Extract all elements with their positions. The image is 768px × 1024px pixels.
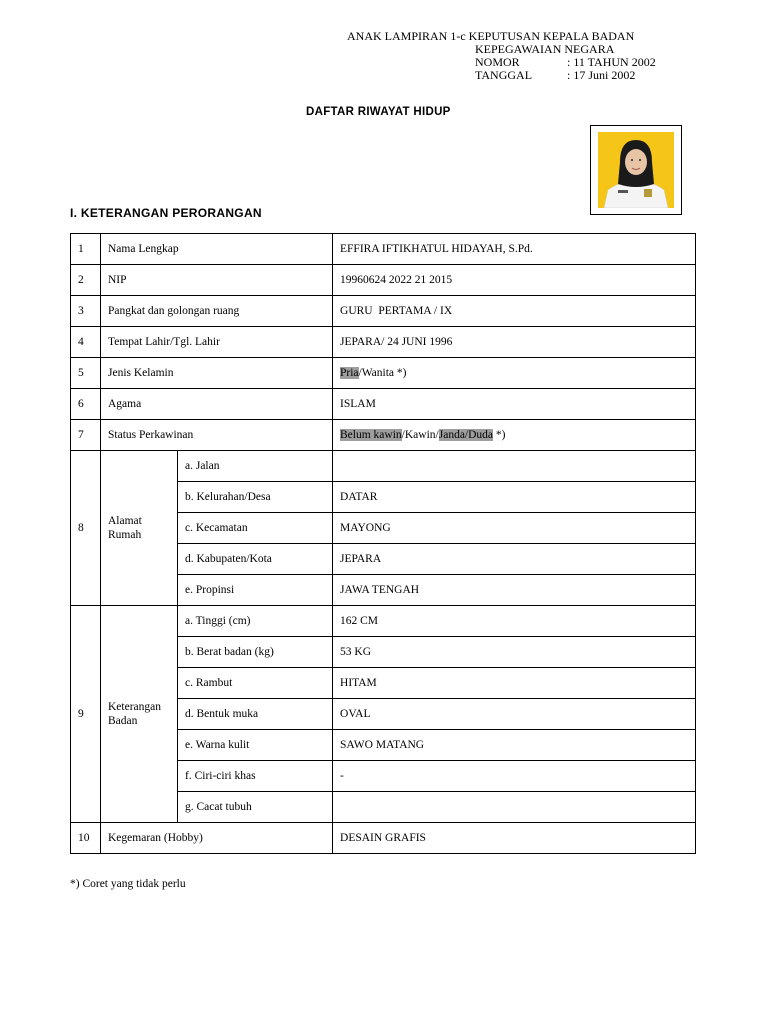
sub-label: d. Kabupaten/Kota xyxy=(178,544,333,575)
row-value xyxy=(333,420,696,451)
gender-option-struck: Pria xyxy=(340,367,359,379)
row-number: 2 xyxy=(71,265,101,296)
sub-label: e. Propinsi xyxy=(178,575,333,606)
row-number: 1 xyxy=(71,234,101,265)
header-nomor-value: : 11 TAHUN 2002 xyxy=(567,55,656,69)
marital-option-note: *) xyxy=(493,429,506,441)
header-tanggal-value: : 17 Juni 2002 xyxy=(567,68,636,82)
footnote: *) Coret yang tidak perlu xyxy=(70,878,186,890)
sub-value xyxy=(333,451,696,482)
badan-label xyxy=(101,606,178,823)
row-value: ISLAM xyxy=(333,389,696,420)
table-row xyxy=(71,823,696,854)
sub-label: b. Berat badan (kg) xyxy=(178,637,333,668)
row-number: 6 xyxy=(71,389,101,420)
marital-option-struck-2: Janda/Duda xyxy=(438,429,494,441)
table-row xyxy=(71,606,696,637)
sub-label: d. Bentuk muka xyxy=(178,699,333,730)
header-nomor-label: NOMOR xyxy=(475,55,520,69)
row-label: Kegemaran (Hobby) xyxy=(101,823,333,854)
row-label: Jenis Kelamin xyxy=(101,358,333,389)
marital-option-kawin: /Kawin/ xyxy=(401,429,439,441)
alamat-label-line1: Alamat xyxy=(108,515,142,527)
row-number: 3 xyxy=(71,296,101,327)
sub-value: MAYONG xyxy=(333,513,696,544)
photo-frame xyxy=(590,125,682,215)
row-label: Pangkat dan golongan ruang xyxy=(101,296,333,327)
sub-label: b. Kelurahan/Desa xyxy=(178,482,333,513)
sub-value: 53 KG xyxy=(333,637,696,668)
sub-value: 162 CM xyxy=(333,606,696,637)
table-row xyxy=(71,296,696,327)
sub-value: - xyxy=(333,761,696,792)
sub-label: f. Ciri-ciri khas xyxy=(178,761,333,792)
sub-label: a. Jalan xyxy=(178,451,333,482)
sub-label: c. Rambut xyxy=(178,668,333,699)
sub-value: HITAM xyxy=(333,668,696,699)
document-title: DAFTAR RIWAYAT HIDUP xyxy=(306,106,451,118)
sub-label: g. Cacat tubuh xyxy=(178,792,333,823)
row-value: GURU PERTAMA / IX xyxy=(333,296,696,327)
alamat-label-line2: Rumah xyxy=(108,529,142,541)
sub-value: DATAR xyxy=(333,482,696,513)
table-row xyxy=(71,451,696,482)
sub-label: c. Kecamatan xyxy=(178,513,333,544)
sub-value xyxy=(333,792,696,823)
header-line-1: ANAK LAMPIRAN 1-c KEPUTUSAN KEPALA BADAN xyxy=(347,29,635,43)
profile-photo xyxy=(598,132,674,208)
row-value: DESAIN GRAFIS xyxy=(333,823,696,854)
row-value xyxy=(333,358,696,389)
row-label: Tempat Lahir/Tgl. Lahir xyxy=(101,327,333,358)
row-number: 8 xyxy=(71,451,101,606)
row-value: JEPARA/ 24 JUNI 1996 xyxy=(333,327,696,358)
biodata-table xyxy=(70,233,696,854)
row-label: Status Perkawinan xyxy=(101,420,333,451)
sub-value: JEPARA xyxy=(333,544,696,575)
row-label: Nama Lengkap xyxy=(101,234,333,265)
marital-option-struck-1: Belum kawin xyxy=(340,429,402,441)
alamat-label xyxy=(101,451,178,606)
table-row xyxy=(71,389,696,420)
header-line-2: KEPEGAWAIAN NEGARA xyxy=(475,42,615,56)
header-tanggal-label: TANGGAL xyxy=(475,68,533,82)
badan-label-line2: Badan xyxy=(108,715,138,727)
table-row xyxy=(71,420,696,451)
row-number: 9 xyxy=(71,606,101,823)
badan-label-line1: Keterangan xyxy=(108,701,161,713)
row-value: EFFIRA IFTIKHATUL HIDAYAH, S.Pd. xyxy=(333,234,696,265)
row-label: Agama xyxy=(101,389,333,420)
row-number: 4 xyxy=(71,327,101,358)
section-title: I. KETERANGAN PERORANGAN xyxy=(70,206,262,220)
sub-value: OVAL xyxy=(333,699,696,730)
sub-label: a. Tinggi (cm) xyxy=(178,606,333,637)
table-row xyxy=(71,265,696,296)
sub-label: e. Warna kulit xyxy=(178,730,333,761)
table-row xyxy=(71,327,696,358)
row-number: 7 xyxy=(71,420,101,451)
row-value: 19960624 2022 21 2015 xyxy=(333,265,696,296)
gender-option-rest: /Wanita *) xyxy=(358,367,407,379)
sub-value: SAWO MATANG xyxy=(333,730,696,761)
row-number: 5 xyxy=(71,358,101,389)
row-label: NIP xyxy=(101,265,333,296)
table-row xyxy=(71,358,696,389)
table-row xyxy=(71,234,696,265)
sub-value: JAWA TENGAH xyxy=(333,575,696,606)
row-number: 10 xyxy=(71,823,101,854)
